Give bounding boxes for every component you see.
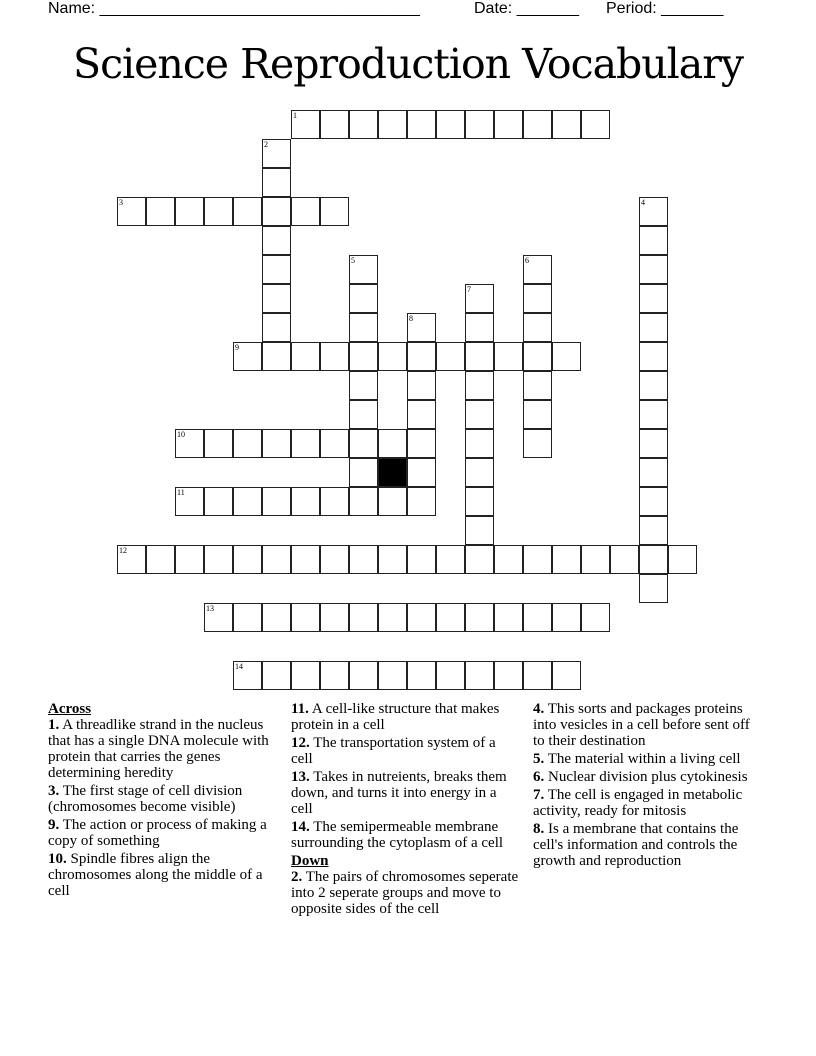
grid-cell[interactable] xyxy=(465,487,494,516)
clue-text: The transportation system of a cell xyxy=(291,735,496,767)
clue-item xyxy=(48,851,276,899)
grid-cell[interactable] xyxy=(639,400,668,429)
clue-number: 13. xyxy=(291,769,310,785)
clue-number: 9 xyxy=(235,343,239,352)
grid-cell[interactable] xyxy=(552,661,581,690)
clue-number: 10 xyxy=(177,430,185,439)
clue-number: 13 xyxy=(206,604,214,613)
clue-item xyxy=(533,821,761,869)
grid-cell[interactable] xyxy=(262,313,291,342)
grid-cell[interactable] xyxy=(407,313,436,342)
clue-text: A threadlike strand in the nucleus that has a single DNA molecule with protein that carries the genes determining heredity xyxy=(48,717,269,781)
grid-cell[interactable] xyxy=(639,342,668,371)
grid-cell[interactable] xyxy=(291,110,320,139)
grid-cell[interactable] xyxy=(291,545,320,574)
grid-cell[interactable] xyxy=(378,429,407,458)
grid-cell[interactable] xyxy=(639,284,668,313)
grid-cell[interactable] xyxy=(233,429,262,458)
grid-cell[interactable] xyxy=(552,110,581,139)
grid-cell[interactable] xyxy=(291,429,320,458)
grid-cell[interactable] xyxy=(204,545,233,574)
grid-cell[interactable] xyxy=(378,661,407,690)
grid-cell[interactable] xyxy=(291,661,320,690)
grid-cell[interactable] xyxy=(349,342,378,371)
grid-cell[interactable] xyxy=(407,545,436,574)
grid-cell[interactable] xyxy=(523,661,552,690)
grid-cell[interactable] xyxy=(146,197,175,226)
grid-cell[interactable] xyxy=(610,545,639,574)
grid-cell[interactable] xyxy=(233,603,262,632)
clue-text: The material within a living cell xyxy=(547,751,741,767)
clue-item xyxy=(533,769,761,785)
grid-cell[interactable] xyxy=(465,458,494,487)
clue-item xyxy=(291,701,519,733)
grid-cell[interactable] xyxy=(349,110,378,139)
grid-cell[interactable] xyxy=(407,487,436,516)
grid-cell[interactable] xyxy=(262,226,291,255)
grid-cell[interactable] xyxy=(378,545,407,574)
grid-cell[interactable] xyxy=(233,545,262,574)
grid-cell[interactable] xyxy=(639,197,668,226)
grid-cell[interactable] xyxy=(407,603,436,632)
clue-number: 9. xyxy=(48,817,60,833)
grid-cell[interactable] xyxy=(262,429,291,458)
date-field[interactable]: Date: _______ xyxy=(474,0,579,17)
clue-number: 12. xyxy=(291,735,310,751)
clue-text: Spindle fibres align the chromosomes along the middle of a cell xyxy=(48,851,263,899)
grid-cell[interactable] xyxy=(639,574,668,603)
clue-item xyxy=(291,735,519,767)
grid-cell[interactable] xyxy=(465,284,494,313)
grid-cell[interactable] xyxy=(349,661,378,690)
grid-cell[interactable] xyxy=(349,603,378,632)
grid-cell[interactable] xyxy=(320,342,349,371)
grid-cell[interactable] xyxy=(494,545,523,574)
clue-number: 7. xyxy=(533,787,545,803)
grid-cell[interactable] xyxy=(320,545,349,574)
grid-cell[interactable] xyxy=(233,197,262,226)
grid-cell[interactable] xyxy=(320,487,349,516)
grid-cell[interactable] xyxy=(175,487,204,516)
grid-cell[interactable] xyxy=(465,313,494,342)
name-field[interactable]: Name: ____________________________________ xyxy=(48,0,420,17)
clue-number: 1. xyxy=(48,717,60,733)
grid-cell[interactable] xyxy=(204,487,233,516)
grid-cell[interactable] xyxy=(465,429,494,458)
grid-cell[interactable] xyxy=(175,197,204,226)
grid-cell[interactable] xyxy=(523,284,552,313)
clue-number: 2. xyxy=(291,869,303,885)
clue-number: 14 xyxy=(235,662,243,671)
clue-number: 3. xyxy=(48,783,60,799)
grid-cell[interactable] xyxy=(262,661,291,690)
grid-cell[interactable] xyxy=(117,197,146,226)
grid-cell[interactable] xyxy=(349,487,378,516)
grid-cell[interactable] xyxy=(465,516,494,545)
grid-cell[interactable] xyxy=(581,545,610,574)
clue-number: 2 xyxy=(264,140,268,149)
grid-cell[interactable] xyxy=(465,661,494,690)
grid-cell[interactable] xyxy=(523,110,552,139)
grid-cell[interactable] xyxy=(465,603,494,632)
clue-item xyxy=(291,869,519,917)
grid-cell[interactable] xyxy=(291,197,320,226)
grid-cell[interactable] xyxy=(146,545,175,574)
grid-cell[interactable] xyxy=(407,371,436,400)
grid-cell[interactable] xyxy=(349,371,378,400)
grid-cell[interactable] xyxy=(436,110,465,139)
grid-cell[interactable] xyxy=(117,545,146,574)
grid-cell[interactable] xyxy=(465,342,494,371)
grid-cell[interactable] xyxy=(436,342,465,371)
grid-cell[interactable] xyxy=(291,487,320,516)
grid-cell[interactable] xyxy=(494,603,523,632)
grid-cell[interactable] xyxy=(639,516,668,545)
grid-cell[interactable] xyxy=(407,429,436,458)
grid-cell[interactable] xyxy=(320,429,349,458)
black-cell xyxy=(378,458,407,487)
clue-text: The first stage of cell division (chromosomes become visible) xyxy=(48,783,243,815)
down-heading: Down xyxy=(291,853,329,869)
clue-number: 11 xyxy=(177,488,185,497)
grid-cell[interactable] xyxy=(349,458,378,487)
grid-cell[interactable] xyxy=(407,110,436,139)
clue-number: 11. xyxy=(291,701,309,717)
clue-number: 4. xyxy=(533,701,545,717)
period-field[interactable]: Period: _______ xyxy=(606,0,724,17)
across-heading: Across xyxy=(48,701,92,717)
grid-cell[interactable] xyxy=(494,342,523,371)
grid-cell[interactable] xyxy=(378,487,407,516)
clue-text: Is a membrane that contains the cell's information and controls the growth and reproduction xyxy=(533,821,739,869)
grid-cell[interactable] xyxy=(262,168,291,197)
clue-number: 3 xyxy=(119,198,123,207)
grid-cell[interactable] xyxy=(204,197,233,226)
grid-cell[interactable] xyxy=(233,661,262,690)
grid-cell[interactable] xyxy=(378,603,407,632)
grid-cell[interactable] xyxy=(378,110,407,139)
clue-number: 5. xyxy=(533,751,545,767)
grid-cell[interactable] xyxy=(552,342,581,371)
clue-item xyxy=(48,717,276,781)
grid-cell[interactable] xyxy=(320,661,349,690)
grid-cell[interactable] xyxy=(523,603,552,632)
grid-cell[interactable] xyxy=(320,110,349,139)
grid-cell[interactable] xyxy=(639,255,668,284)
grid-cell[interactable] xyxy=(262,603,291,632)
clue-number: 10. xyxy=(48,851,67,867)
grid-cell[interactable] xyxy=(436,661,465,690)
clue-number: 8 xyxy=(409,314,413,323)
clue-item xyxy=(533,787,761,819)
grid-cell[interactable] xyxy=(523,545,552,574)
grid-cell[interactable] xyxy=(465,371,494,400)
grid-cell[interactable] xyxy=(175,429,204,458)
grid-cell[interactable] xyxy=(581,603,610,632)
grid-cell[interactable] xyxy=(494,110,523,139)
clue-number: 4 xyxy=(641,198,645,207)
clue-number: 6 xyxy=(525,256,529,265)
clues-column-1 xyxy=(48,701,276,901)
grid-cell[interactable] xyxy=(349,545,378,574)
grid-cell[interactable] xyxy=(465,400,494,429)
grid-cell[interactable] xyxy=(639,429,668,458)
grid-cell[interactable] xyxy=(407,400,436,429)
grid-cell[interactable] xyxy=(175,545,204,574)
grid-cell[interactable] xyxy=(262,545,291,574)
grid-cell[interactable] xyxy=(349,313,378,342)
grid-cell[interactable] xyxy=(262,255,291,284)
clue-item xyxy=(48,817,276,849)
grid-cell[interactable] xyxy=(233,487,262,516)
grid-cell[interactable] xyxy=(523,371,552,400)
clue-text: The pairs of chromosomes seperate into 2 seperate groups and move to opposite sides of the cell xyxy=(291,869,519,917)
clue-number: 1 xyxy=(293,111,297,120)
clue-text: Takes in nutreients, breaks them down, and turns it into energy in a cell xyxy=(291,769,507,817)
grid-cell[interactable] xyxy=(552,603,581,632)
grid-cell[interactable] xyxy=(494,661,523,690)
grid-cell[interactable] xyxy=(668,545,697,574)
grid-cell[interactable] xyxy=(204,429,233,458)
grid-cell[interactable] xyxy=(581,110,610,139)
grid-cell[interactable] xyxy=(378,342,407,371)
clue-text: The cell is engaged in metabolic activity, ready for mitosis xyxy=(533,787,743,819)
clues-column-2 xyxy=(291,701,519,919)
grid-cell[interactable] xyxy=(436,603,465,632)
grid-cell[interactable] xyxy=(262,139,291,168)
grid-cell[interactable] xyxy=(523,255,552,284)
grid-cell[interactable] xyxy=(291,603,320,632)
grid-cell[interactable] xyxy=(349,255,378,284)
grid-cell[interactable] xyxy=(262,197,291,226)
grid-cell[interactable] xyxy=(465,545,494,574)
grid-cell[interactable] xyxy=(436,545,465,574)
clue-number: 12 xyxy=(119,546,127,555)
grid-cell[interactable] xyxy=(262,487,291,516)
clue-text: A cell-like structure that makes protein in a cell xyxy=(291,701,500,733)
grid-cell[interactable] xyxy=(262,284,291,313)
clue-text: This sorts and packages proteins into vesicles in a cell before sent off to their destination xyxy=(533,701,750,749)
grid-cell[interactable] xyxy=(639,458,668,487)
grid-cell[interactable] xyxy=(233,342,262,371)
grid-cell[interactable] xyxy=(349,400,378,429)
clues-column-3 xyxy=(533,701,761,871)
grid-cell[interactable] xyxy=(320,197,349,226)
clue-text: The semipermeable membrane surrounding the cytoplasm of a cell xyxy=(291,819,504,851)
clue-item xyxy=(291,769,519,817)
clue-item xyxy=(533,751,761,767)
grid-cell[interactable] xyxy=(349,284,378,313)
page-title: Science Reproduction Vocabulary xyxy=(73,40,743,88)
grid-cell[interactable] xyxy=(639,487,668,516)
grid-cell[interactable] xyxy=(639,226,668,255)
clue-number: 6. xyxy=(533,769,545,785)
grid-cell[interactable] xyxy=(291,342,320,371)
grid-cell[interactable] xyxy=(204,603,233,632)
grid-cell[interactable] xyxy=(639,545,668,574)
grid-cell[interactable] xyxy=(465,110,494,139)
clue-item xyxy=(533,701,761,749)
grid-cell[interactable] xyxy=(523,429,552,458)
grid-cell[interactable] xyxy=(320,603,349,632)
grid-cell[interactable] xyxy=(639,371,668,400)
grid-cell[interactable] xyxy=(523,400,552,429)
clue-number: 14. xyxy=(291,819,310,835)
clue-number: 8. xyxy=(533,821,545,837)
grid-cell[interactable] xyxy=(523,313,552,342)
grid-cell[interactable] xyxy=(262,342,291,371)
clue-item xyxy=(48,783,276,815)
grid-cell[interactable] xyxy=(523,342,552,371)
clue-text: Nuclear division plus cytokinesis xyxy=(548,769,748,785)
clue-text: The action or process of making a copy of something xyxy=(48,817,267,849)
grid-cell[interactable] xyxy=(407,661,436,690)
clue-number: 7 xyxy=(467,285,471,294)
grid-cell[interactable] xyxy=(407,458,436,487)
grid-cell[interactable] xyxy=(349,429,378,458)
grid-cell[interactable] xyxy=(407,342,436,371)
grid-cell[interactable] xyxy=(552,545,581,574)
clue-number: 5 xyxy=(351,256,355,265)
clue-item xyxy=(291,819,519,851)
grid-cell[interactable] xyxy=(639,313,668,342)
